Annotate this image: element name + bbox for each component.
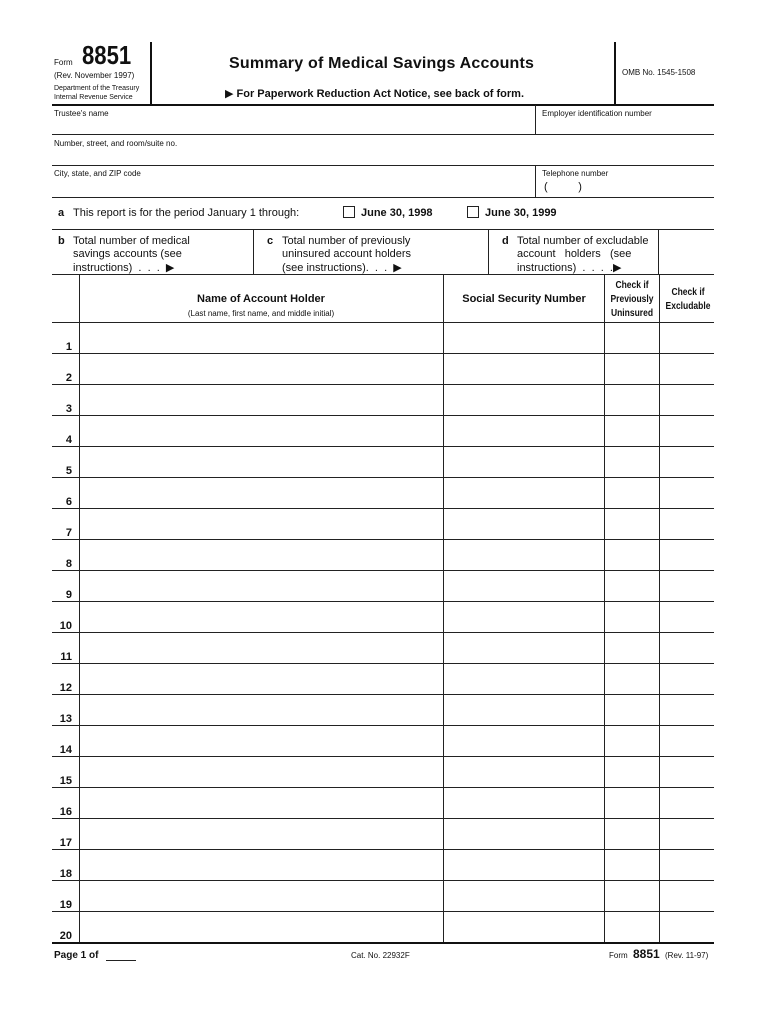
- table-row: [52, 602, 714, 632]
- line-d-text-1: Total number of excludable: [517, 235, 649, 247]
- table-row: [52, 447, 714, 477]
- col-prev-line2: Previously: [610, 294, 654, 305]
- col-header-ssn: Social Security Number: [462, 293, 586, 305]
- table-row: [52, 850, 714, 880]
- rule-after-trustee: [52, 134, 714, 135]
- name-cell[interactable]: [80, 850, 443, 880]
- form-word: Form: [54, 58, 73, 67]
- rule-before-table: [52, 274, 714, 275]
- line-c-entry-box[interactable]: [488, 230, 489, 274]
- previously-uninsured-cell[interactable]: [605, 757, 659, 787]
- table-bottom-rule: [52, 942, 714, 944]
- excludable-cell[interactable]: [660, 354, 714, 384]
- previously-uninsured-cell[interactable]: [605, 819, 659, 849]
- excludable-cell[interactable]: [660, 540, 714, 570]
- ssn-cell[interactable]: [444, 478, 604, 508]
- name-cell[interactable]: [80, 757, 443, 787]
- row-number: 12: [59, 682, 72, 694]
- previously-uninsured-cell[interactable]: [605, 912, 659, 942]
- line-b-entry-box[interactable]: [253, 230, 254, 274]
- ssn-cell[interactable]: [444, 571, 604, 601]
- phone-divider: [535, 166, 536, 197]
- previously-uninsured-cell[interactable]: [605, 602, 659, 632]
- table-row: [52, 726, 714, 756]
- excludable-cell[interactable]: [660, 819, 714, 849]
- rule-after-city: [52, 197, 714, 198]
- phone-label: Telephone number: [542, 169, 609, 178]
- name-cell[interactable]: [80, 726, 443, 756]
- ssn-cell[interactable]: [444, 416, 604, 446]
- footer-form-number: 8851: [633, 947, 660, 961]
- name-cell[interactable]: [80, 695, 443, 725]
- previously-uninsured-cell[interactable]: [605, 633, 659, 663]
- ssn-cell[interactable]: [444, 447, 604, 477]
- previously-uninsured-cell[interactable]: [605, 850, 659, 880]
- excludable-cell[interactable]: [660, 385, 714, 415]
- row-number: 3: [65, 403, 72, 415]
- line-c-text-2: uninsured account holders: [282, 248, 412, 260]
- line-b-text-1: Total number of medical: [73, 235, 190, 247]
- ssn-cell[interactable]: [444, 912, 604, 942]
- col-prev-line3: Uninsured: [610, 308, 654, 319]
- name-cell[interactable]: [80, 447, 443, 477]
- line-b-text-2: savings accounts (see: [73, 248, 182, 260]
- previously-uninsured-cell[interactable]: [605, 478, 659, 508]
- paperwork-notice: ▶ For Paperwork Reduction Act Notice, see back of form.: [225, 88, 525, 100]
- previously-uninsured-cell[interactable]: [605, 323, 659, 353]
- ssn-cell[interactable]: [444, 509, 604, 539]
- previously-uninsured-cell[interactable]: [605, 416, 659, 446]
- previously-uninsured-cell[interactable]: [605, 788, 659, 818]
- table-row: [52, 540, 714, 570]
- name-cell[interactable]: [80, 602, 443, 632]
- name-cell[interactable]: [80, 912, 443, 942]
- previously-uninsured-cell[interactable]: [605, 726, 659, 756]
- excludable-cell[interactable]: [660, 664, 714, 694]
- col-header-name: Name of Account Holder: [197, 293, 325, 305]
- name-cell[interactable]: [80, 819, 443, 849]
- previously-uninsured-cell[interactable]: [605, 695, 659, 725]
- phone-parens: ( ): [544, 181, 582, 193]
- ssn-cell[interactable]: [444, 695, 604, 725]
- table-row: [52, 571, 714, 601]
- june-1999-label: June 30, 1999: [485, 207, 557, 219]
- form-title: Summary of Medical Savings Accounts: [229, 55, 535, 72]
- row-number: 14: [59, 744, 72, 756]
- trustee-name-label: Trustee's name: [54, 109, 109, 118]
- excludable-cell[interactable]: [660, 478, 714, 508]
- ssn-cell[interactable]: [444, 850, 604, 880]
- ssn-cell[interactable]: [444, 602, 604, 632]
- line-d-text-3: instructions) . . . .▶: [517, 262, 622, 274]
- name-cell[interactable]: [80, 323, 443, 353]
- name-cell[interactable]: [80, 509, 443, 539]
- row-number: 4: [65, 434, 72, 446]
- name-cell[interactable]: [80, 664, 443, 694]
- catalog-number: Cat. No. 22932F: [351, 951, 410, 960]
- ssn-cell[interactable]: [444, 354, 604, 384]
- june-1998-checkbox[interactable]: [343, 206, 355, 218]
- row-number: 1: [65, 341, 72, 353]
- table-row: [52, 478, 714, 508]
- table-row: [52, 912, 714, 942]
- previously-uninsured-cell[interactable]: [605, 540, 659, 570]
- table-row: [52, 664, 714, 694]
- excludable-cell[interactable]: [660, 509, 714, 539]
- line-b-text-3: instructions) . . . ▶: [73, 262, 175, 274]
- ssn-cell[interactable]: [444, 540, 604, 570]
- col-excl-line1: Check if: [671, 287, 705, 298]
- table-row: [52, 757, 714, 787]
- previously-uninsured-cell[interactable]: [605, 447, 659, 477]
- row-number: 8: [65, 558, 72, 570]
- footer-form-word: Form: [609, 951, 628, 960]
- table-row: [52, 354, 714, 384]
- form-number: 8851: [82, 40, 132, 70]
- name-cell[interactable]: [80, 478, 443, 508]
- line-d-letter: d: [502, 235, 509, 247]
- page-count-field[interactable]: [106, 960, 136, 961]
- excludable-cell[interactable]: [660, 447, 714, 477]
- row-number: 7: [65, 527, 72, 539]
- name-cell[interactable]: [80, 416, 443, 446]
- department-line: Department of the Treasury: [54, 85, 140, 92]
- name-cell[interactable]: [80, 571, 443, 601]
- name-cell[interactable]: [80, 540, 443, 570]
- row-number: 18: [59, 868, 72, 880]
- agency-line: Internal Revenue Service: [54, 94, 133, 101]
- footer-revision: (Rev. 11-97): [665, 951, 709, 960]
- excludable-cell[interactable]: [660, 695, 714, 725]
- line-d-entry-box[interactable]: [658, 230, 659, 274]
- excludable-cell[interactable]: [660, 323, 714, 353]
- previously-uninsured-cell[interactable]: [605, 354, 659, 384]
- ssn-cell[interactable]: [444, 757, 604, 787]
- ssn-cell[interactable]: [444, 385, 604, 415]
- excludable-cell[interactable]: [660, 912, 714, 942]
- excludable-cell[interactable]: [660, 633, 714, 663]
- table-row: [52, 633, 714, 663]
- row-number: 11: [60, 651, 72, 663]
- excludable-cell[interactable]: [660, 602, 714, 632]
- name-cell[interactable]: [80, 354, 443, 384]
- previously-uninsured-cell[interactable]: [605, 881, 659, 911]
- ssn-cell[interactable]: [444, 881, 604, 911]
- previously-uninsured-cell[interactable]: [605, 571, 659, 601]
- excludable-cell[interactable]: [660, 571, 714, 601]
- header-bottom-rule: [52, 104, 714, 106]
- rule-after-line-a: [52, 229, 714, 230]
- ssn-cell[interactable]: [444, 323, 604, 353]
- row-number: 15: [59, 775, 72, 787]
- june-1999-checkbox[interactable]: [467, 206, 479, 218]
- table-row: [52, 323, 714, 353]
- table-row: [52, 509, 714, 539]
- address-label: Number, street, and room/suite no.: [54, 139, 178, 148]
- row-number: 19: [59, 899, 72, 911]
- line-c-text-3: (see instructions). . . ▶: [282, 262, 402, 274]
- table-row: [52, 416, 714, 446]
- excludable-cell[interactable]: [660, 788, 714, 818]
- name-cell[interactable]: [80, 633, 443, 663]
- line-a-text: This report is for the period January 1 through:: [73, 207, 300, 219]
- revision-date: (Rev. November 1997): [54, 71, 135, 80]
- page-of-label: Page 1 of: [54, 950, 99, 961]
- ssn-cell[interactable]: [444, 788, 604, 818]
- table-row: [52, 819, 714, 849]
- name-cell[interactable]: [80, 881, 443, 911]
- row-number: 17: [59, 837, 72, 849]
- rule-after-address: [52, 165, 714, 166]
- header-divider-right: [614, 42, 616, 104]
- ssn-cell[interactable]: [444, 819, 604, 849]
- ssn-cell[interactable]: [444, 633, 604, 663]
- col-header-previously-uninsured: [609, 279, 655, 321]
- ein-divider: [535, 105, 536, 134]
- excludable-cell[interactable]: [660, 881, 714, 911]
- previously-uninsured-cell[interactable]: [605, 664, 659, 694]
- col-header-excludable: [664, 286, 712, 314]
- row-number: 5: [65, 465, 72, 477]
- row-number: 13: [59, 713, 72, 725]
- excludable-cell[interactable]: [660, 726, 714, 756]
- excludable-cell[interactable]: [660, 416, 714, 446]
- name-cell[interactable]: [80, 788, 443, 818]
- ssn-cell[interactable]: [444, 726, 604, 756]
- line-a-letter: a: [58, 207, 65, 219]
- row-number: 6: [65, 496, 72, 508]
- city-label: City, state, and ZIP code: [54, 169, 141, 178]
- col-excl-line2: Excludable: [665, 301, 711, 312]
- ssn-cell[interactable]: [444, 664, 604, 694]
- excludable-cell[interactable]: [660, 850, 714, 880]
- line-c-letter: c: [267, 235, 274, 247]
- line-c-text-1: Total number of previously: [282, 235, 411, 247]
- row-number: 10: [59, 620, 72, 632]
- name-cell[interactable]: [80, 385, 443, 415]
- line-b-letter: b: [58, 235, 65, 247]
- row-number: 2: [65, 372, 72, 384]
- col-prev-line1: Check if: [615, 280, 649, 291]
- line-d-text-2: account holders (see: [517, 248, 632, 260]
- col-header-name-sub: (Last name, first name, and middle initial): [187, 309, 335, 318]
- excludable-cell[interactable]: [660, 757, 714, 787]
- row-number: 9: [65, 589, 72, 601]
- row-number: 20: [59, 930, 72, 942]
- table-row: [52, 385, 714, 415]
- header-divider-left: [150, 42, 152, 104]
- previously-uninsured-cell[interactable]: [605, 385, 659, 415]
- table-row: [52, 695, 714, 725]
- ein-label: Employer identification number: [542, 109, 652, 118]
- table-row: [52, 881, 714, 911]
- table-row: [52, 788, 714, 818]
- omb-number: OMB No. 1545-1508: [622, 68, 696, 77]
- previously-uninsured-cell[interactable]: [605, 509, 659, 539]
- row-number: 16: [59, 806, 72, 818]
- june-1998-label: June 30, 1998: [361, 207, 433, 219]
